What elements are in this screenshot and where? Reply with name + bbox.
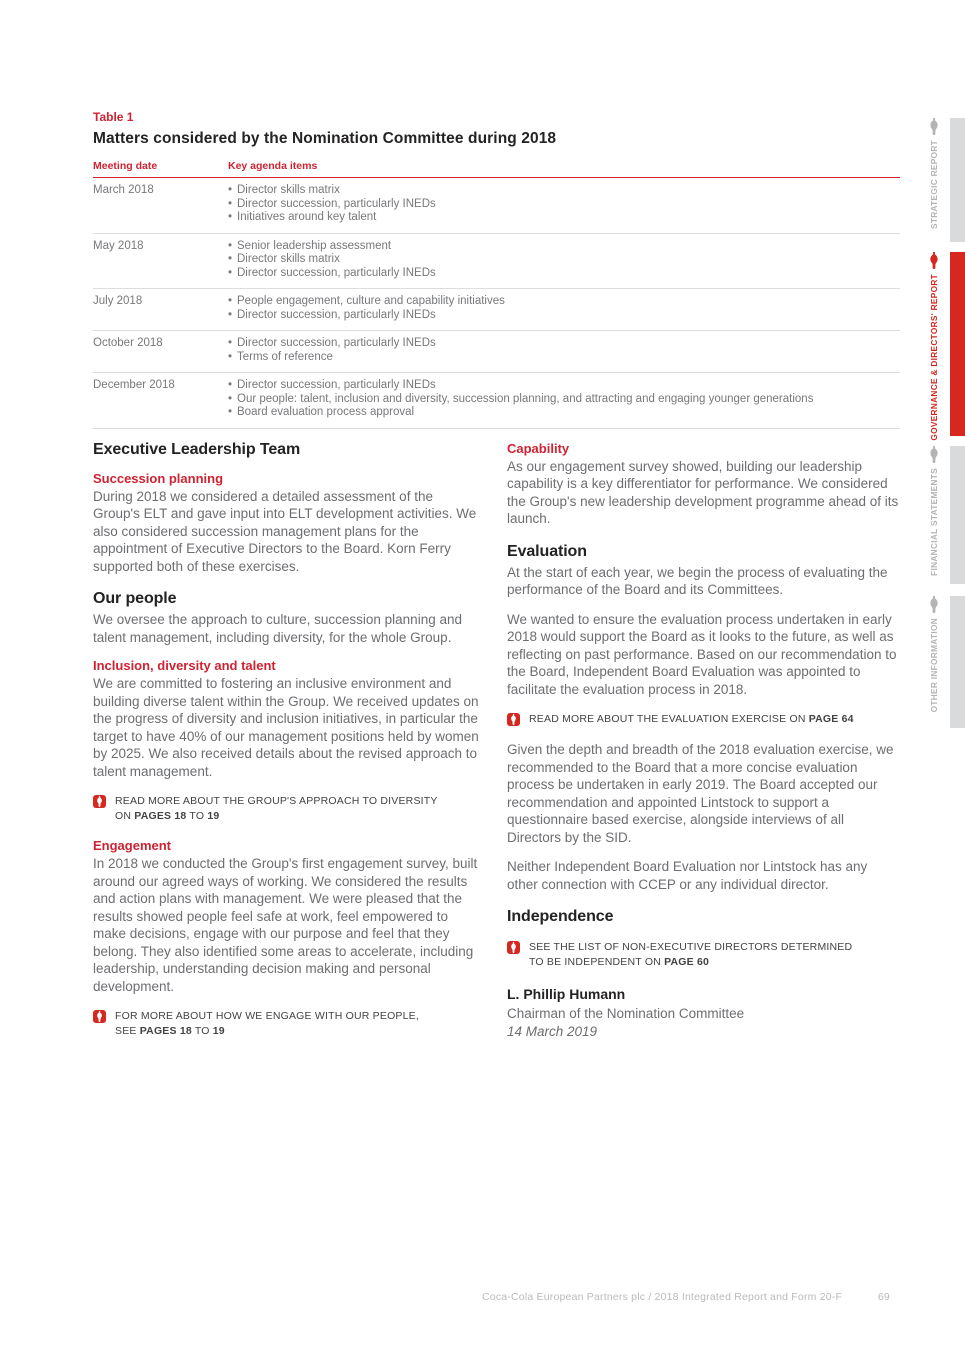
agenda-item: • Initiatives around key talent: [228, 211, 900, 224]
main-content: [93, 110, 900, 1053]
meeting-date-cell: October 2018: [93, 331, 228, 373]
meeting-date-cell: March 2018: [93, 178, 228, 234]
sidebar-item-label: FINANCIAL STATEMENTS: [929, 468, 939, 576]
bottle-badge-icon: [507, 713, 520, 726]
agenda-item: • People engagement, culture and capability initiatives: [228, 295, 900, 308]
callout-segment: TO BE INDEPENDENT ON: [529, 956, 665, 968]
bottle-badge-icon: [93, 795, 106, 808]
left-column: [93, 441, 480, 1054]
agenda-items-cell: [228, 233, 900, 289]
sidebar-item-label: STRATEGIC REPORT: [929, 140, 939, 229]
sub-heading: Engagement: [93, 838, 172, 853]
column-header-key-agenda-items: Key agenda items: [228, 160, 900, 178]
callout-text: [115, 794, 438, 824]
callout-segment: TO: [191, 1025, 213, 1037]
paragraph: We oversee the approach to culture, succession planning and talent management, including diversity, for the whole Group.: [93, 612, 462, 645]
sidebar-tab-financial-statements[interactable]: [950, 446, 965, 584]
table-row: [93, 233, 900, 289]
callout-segment: SEE THE LIST OF NON-EXECUTIVE DIRECTORS DETERMINED: [529, 941, 853, 953]
sidebar-tab-strategic-report[interactable]: [950, 118, 965, 242]
sidebar-item-other-information[interactable]: [927, 596, 941, 728]
agenda-item: • Director skills matrix: [228, 184, 900, 197]
bottle-badge-icon: [93, 1010, 106, 1023]
sidebar-tab-other-information[interactable]: [950, 596, 965, 728]
paragraph: We are committed to fostering an inclusive environment and building diverse talent within the Group. We received updates on the progress of diversity and inclusion initiatives, in particular the target to have 40% of our management positions held by women by 2025. We also received details about the revised approach to talent management.: [93, 676, 479, 779]
sidebar-item-governance-directors-report[interactable]: [927, 252, 941, 441]
section-heading: Our people: [93, 590, 177, 607]
sidebar-item-financial-statements[interactable]: [927, 446, 941, 584]
sub-heading: Inclusion, diversity and talent: [93, 658, 276, 673]
table-row: [93, 178, 900, 234]
callout-segment: READ MORE ABOUT THE EVALUATION EXERCISE ON: [529, 713, 809, 725]
footer-text: Coca-Cola European Partners plc / 2018 Integrated Report and Form 20-F: [482, 1291, 843, 1303]
callout-text: [529, 940, 852, 970]
bottle-icon: [930, 252, 938, 269]
callout-segment: 19: [212, 1025, 225, 1037]
callout-text: [115, 1009, 419, 1039]
agenda-item: • Director skills matrix: [228, 253, 900, 266]
agenda-item-list: [228, 184, 900, 224]
signature-name: L. Phillip Humann: [507, 986, 626, 1002]
sidebar-item-label: GOVERNANCE & DIRECTORS' REPORT: [929, 274, 939, 441]
sidebar-item-label: OTHER INFORMATION: [929, 618, 939, 713]
callout-segment: TO: [186, 810, 208, 822]
agenda-item-list: [228, 295, 900, 321]
agenda-item: • Director succession, particularly INEDs: [228, 267, 900, 280]
sidebar-tab-governance-directors-report[interactable]: [950, 252, 965, 436]
table-row: [93, 331, 900, 373]
table-title: Matters considered by the Nomination Committee during 2018: [93, 130, 557, 147]
table-label: Table 1: [93, 110, 134, 124]
cross-reference-callout: [507, 712, 900, 727]
cross-reference-callout: [93, 794, 480, 824]
callout-segment: 19: [207, 810, 220, 822]
agenda-item: • Director succession, particularly INEDs: [228, 198, 900, 211]
cross-reference-callout: [507, 940, 900, 970]
sub-heading: Succession planning: [93, 470, 224, 486]
signature-role: Chairman of the Nomination Committee: [507, 1006, 745, 1021]
agenda-items-cell: [228, 289, 900, 331]
paragraph: During 2018 we considered a detailed assessment of the Group's ELT and gave input into ELT development activities. We also considered succession management plans for the appointment of Executive Directors to the Board. Korn Ferry supported both of these exercises.: [93, 488, 477, 574]
paragraph: Given the depth and breadth of the 2018 evaluation exercise, we recommended to the Board that a more concise evaluation process be undertaken in early 2019. The Board accepted our recommendation and appointed Lintstock to support a questionnaire based exercise, alongside interviews of all Directors by the SID.: [507, 742, 894, 845]
right-column: [507, 441, 900, 1054]
agenda-item-list: [228, 337, 900, 363]
agenda-item: • Terms of reference: [228, 351, 900, 364]
table-section: [93, 110, 900, 429]
callout-segment: READ MORE ABOUT THE GROUP'S APPROACH TO DIVERSITY: [115, 795, 438, 807]
table-row: [93, 289, 900, 331]
agenda-items-cell: [228, 178, 900, 234]
meeting-date-cell: May 2018: [93, 233, 228, 289]
column-header-meeting-date: Meeting date: [93, 160, 228, 178]
section-heading: Independence: [507, 908, 614, 925]
callout-segment: PAGES 18: [134, 810, 187, 822]
agenda-items-cell: [228, 331, 900, 373]
sub-heading: Capability: [507, 440, 570, 456]
callout-text: [529, 712, 854, 727]
bottle-icon: [930, 118, 938, 135]
cross-reference-callout: [93, 1009, 480, 1039]
callout-segment: PAGE 64: [808, 713, 854, 725]
agenda-item: • Director succession, particularly INEDs: [228, 337, 900, 350]
agenda-item: • Senior leadership assessment: [228, 240, 900, 253]
agenda-item: • Our people: talent, inclusion and diversity, succession planning, and attracting and engaging younger generations: [228, 393, 900, 406]
sidebar-item-strategic-report[interactable]: [927, 118, 941, 242]
section-heading: Executive Leadership Team: [93, 440, 301, 458]
paragraph: Neither Independent Board Evaluation nor Lintstock has any other connection with CCEP or any individual director.: [507, 859, 868, 892]
paragraph: In 2018 we conducted the Group's first engagement survey, built around our agreed ways of working. We considered the results and action plans with management. We were pleased that the results showed people feel safe at work, feel empowered to make decisions, engage with our purpose and feel that they belong. They also identified some areas to accelerate, including leadership, understanding decision making and personal development.: [93, 856, 478, 994]
bottle-icon: [930, 446, 938, 463]
bottle-badge-icon: [507, 941, 520, 954]
meeting-date-cell: December 2018: [93, 373, 228, 429]
table-header-row: [93, 160, 900, 178]
table-row: [93, 373, 900, 429]
callout-segment: PAGE 60: [664, 956, 710, 968]
agenda-item-list: [228, 379, 900, 419]
callout-segment: FOR MORE ABOUT HOW WE ENGAGE WITH OUR PEOPLE,: [115, 1010, 419, 1022]
agenda-items-cell: [228, 373, 900, 429]
agenda-item: • Director succession, particularly INEDs: [228, 379, 900, 392]
section-heading: Evaluation: [507, 542, 587, 560]
meeting-date-cell: July 2018: [93, 289, 228, 331]
signature-block: [507, 986, 900, 1040]
bottle-icon: [930, 596, 938, 613]
paragraph: At the start of each year, we begin the process of evaluating the performance of the Board and its Committees.: [507, 564, 888, 597]
agenda-item-list: [228, 240, 900, 280]
callout-segment: ON: [115, 810, 135, 822]
paragraph: As our engagement survey showed, building our leadership capability is a key differentiator for performance. We considered the Group's new leadership development programme ahead of its launch.: [507, 458, 899, 526]
footer-page-number: 69: [878, 1291, 890, 1303]
agenda-item: • Board evaluation process approval: [228, 406, 900, 419]
signature-date: 14 March 2019: [507, 1023, 598, 1039]
callout-segment: SEE: [115, 1025, 140, 1037]
agenda-table: [93, 160, 900, 429]
two-column-text: [93, 441, 900, 1054]
paragraph: We wanted to ensure the evaluation process undertaken in early 2018 would support the Board as it looks to the future, as well as reflecting on past performance. Based on our recommendation to the Board, Independent Board Evaluation was appointed to facilitate the evaluation process in 2018.: [507, 611, 897, 697]
callout-segment: PAGES 18: [139, 1025, 192, 1037]
agenda-item: • Director succession, particularly INEDs: [228, 309, 900, 322]
